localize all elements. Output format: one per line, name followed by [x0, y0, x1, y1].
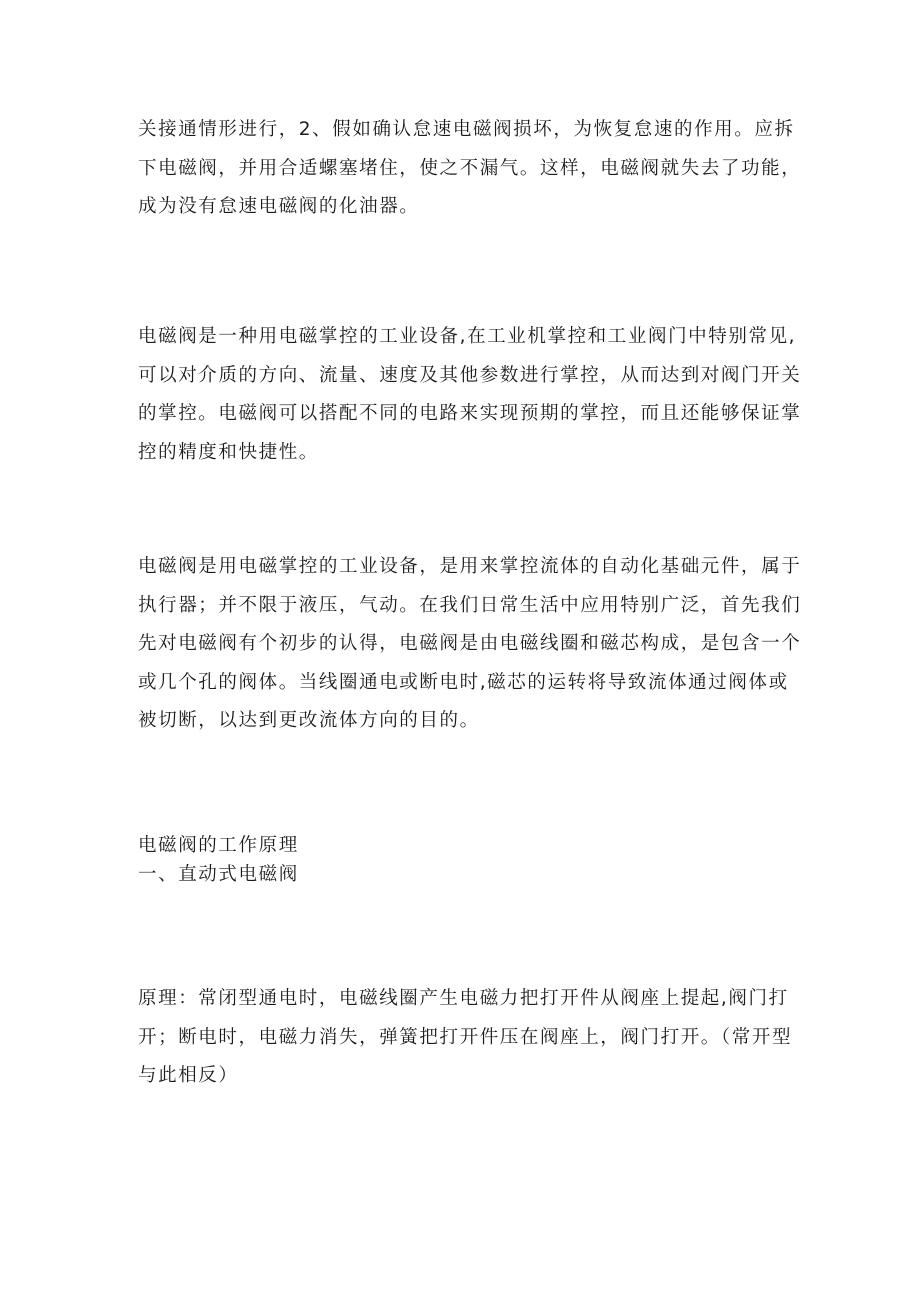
paragraph-valve-definition [138, 318, 802, 472]
paragraph-line: 的掌控。电磁阀可以搭配不同的电路来实现预期的掌控，而且还能够保证掌 [138, 403, 802, 424]
paragraph-line: 先对电磁阀有个初步的认得，电磁阀是由电磁线圈和磁芯构成，是包含一个 [138, 633, 802, 654]
paragraph-line: 被切断，以达到更改流体方向的目的。 [138, 710, 480, 731]
paragraph-valve-removal [138, 111, 802, 227]
paragraph-line: 开；断电时，电磁力消失，弹簧把打开件压在阀座上，阀门打开。（常开型 [138, 1026, 793, 1048]
paragraph-line: 与此相反） [138, 1065, 239, 1086]
paragraph-line: 或几个孔的阀体。当线圈通电或断电时,磁芯的运转将导致流体通过阀体或 [138, 671, 789, 693]
paragraph-line: 可以对介质的方向、流量、速度及其他参数进行掌控，从而达到对阀门开关 [138, 364, 802, 386]
paragraph-line: 原理：常闭型通电时，电磁线圈产生电磁力把打开件从阀座上提起,阀门打 [138, 988, 789, 1009]
paragraph-line: 电磁阀是用电磁掌控的工业设备，是用来掌控流体的自动化基础元件，属于 [138, 556, 802, 577]
paragraph-principle [138, 980, 798, 1096]
section-heading-block [138, 831, 299, 889]
paragraph-line: 控的精度和快捷性。 [138, 441, 319, 463]
paragraph-line: 关接通情形进行，2、假如确认怠速电磁阀损坏，为恢复怠速的作用。应拆 [138, 119, 795, 140]
paragraph-line: 执行器；并不限于液压，气动。在我们日常生活中应用特别广泛，首先我们 [138, 594, 802, 616]
paragraph-line: 成为没有怠速电磁阀的化油器。 [138, 196, 420, 217]
paragraph-line: 下电磁阀，并用合适螺塞堵住，使之不漏气。这样，电磁阀就失去了功能， [138, 157, 802, 179]
section-title: 电磁阀的工作原理 [138, 835, 299, 856]
subsection-title: 一、直动式电磁阀 [138, 864, 299, 885]
paragraph-valve-components [138, 548, 802, 741]
paragraph-line: 电磁阀是一种用电磁掌控的工业设备,在工业机掌控和工业阀门中特别常见, [138, 326, 797, 347]
